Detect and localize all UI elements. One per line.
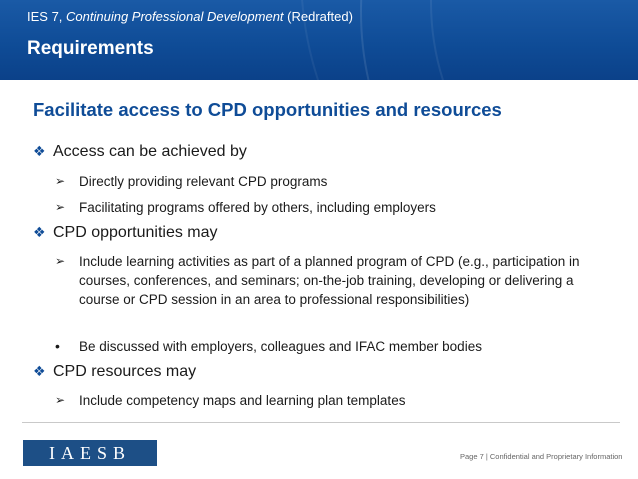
section-label: [33, 363, 196, 381]
diamond-bullet-icon: ❖: [33, 143, 46, 159]
list-item: [55, 337, 615, 356]
slide-title: Requirements: [27, 38, 154, 59]
section-label-text: CPD resources may: [53, 363, 197, 380]
page-info: Page 7 | Confidential and Proprietary Information: [460, 452, 623, 461]
list-item-text: Facilitating programs offered by others, including employers: [79, 200, 436, 215]
list-item-text: Be discussed with employers, colleagues and IFAC member bodies: [79, 339, 482, 354]
list-item-text: Directly providing relevant CPD programs: [79, 174, 328, 189]
arrowhead-bullet-icon: ➢: [55, 174, 66, 188]
subtitle-prefix: IES 7,: [27, 9, 67, 24]
slide-subtitle: [27, 9, 353, 24]
section-label-text: CPD opportunities may: [53, 224, 218, 241]
subtitle-italic: Continuing Professional Development: [66, 9, 284, 24]
list-item-text: Include competency maps and learning plan templates: [79, 393, 406, 408]
list-item: [55, 198, 615, 217]
header-band: [0, 0, 638, 80]
diamond-bullet-icon: ❖: [33, 363, 46, 379]
arrowhead-bullet-icon: ➢: [55, 254, 66, 268]
arrowhead-bullet-icon: ➢: [55, 200, 66, 214]
list-item-text: Include learning activities as part of a planned program of CPD (e.g., participation in courses, conferences, and seminars; on-the-job training, developing or delivering a course or CPD session in an area to professional responsibilities): [79, 254, 580, 307]
footer-divider: [22, 422, 620, 423]
list-item: [55, 391, 615, 410]
section-label-text: Access can be achieved by: [53, 143, 247, 160]
list-item: [55, 172, 615, 191]
dot-bullet-icon: •: [55, 338, 60, 354]
diamond-bullet-icon: ❖: [33, 224, 46, 240]
arrowhead-bullet-icon: ➢: [55, 393, 66, 407]
list-item: [55, 252, 615, 309]
section-label: [33, 143, 247, 161]
subtitle-suffix: (Redrafted): [287, 9, 353, 24]
content-heading: Facilitate access to CPD opportunities and resources: [33, 99, 502, 120]
iaesb-logo: IAESB: [23, 440, 157, 466]
section-label: [33, 224, 218, 242]
